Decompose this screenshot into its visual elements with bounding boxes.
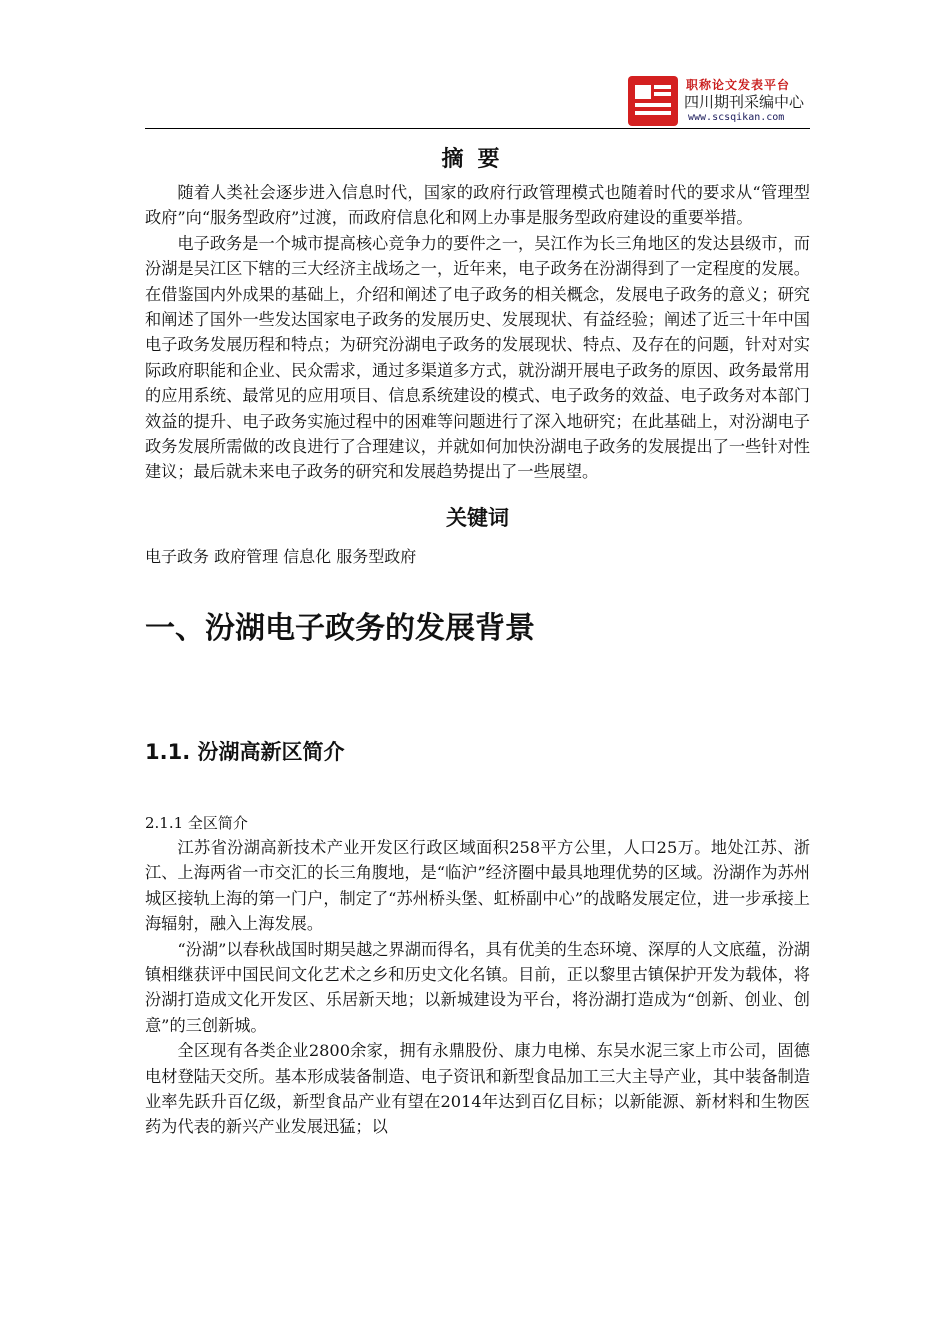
abstract-paragraph-1: 随着人类社会逐步进入信息时代，国家的政府行政管理模式也随着时代的要求从“管理型政府”向“服务型政府”过渡，而政府信息化和网上办事是服务型政府建设的重要举措。	[145, 183, 810, 228]
publisher-logo	[628, 76, 818, 126]
newspaper-icon	[628, 76, 678, 126]
header-divider	[145, 128, 810, 129]
keywords-title: 关键词	[446, 505, 509, 530]
abstract-title: 摘要	[441, 147, 514, 172]
keywords-list: 电子政务 政府管理 信息化 服务型政府	[145, 546, 417, 566]
subsection-heading: 2.1.1 全区简介	[145, 813, 248, 832]
logo-name: 四川期刊采编中心	[684, 93, 805, 111]
logo-tagline: 职称论文发表平台	[686, 78, 791, 92]
chapter-heading: 一、汾湖电子政务的发展背景	[145, 610, 535, 646]
body-paragraph-3: 全区现有各类企业2800余家，拥有永鼎股份、康力电梯、东吴水泥三家上市公司，固德电材登陆天交所。基本形成装备制造、电子资讯和新型食品加工三大主导产业，其中装备制造业率先跃升百亿级，新型食品产业有望在2014年达到百亿目标；以新能源、新材料和生物医药为代表的新兴产业发展迅猛；以	[145, 1041, 810, 1137]
logo-url: www.scsqikan.com	[688, 112, 785, 123]
document-body	[145, 140, 810, 1140]
section-heading: 1.1. 汾湖高新区简介	[145, 739, 345, 764]
body-paragraph-2: “汾湖”以春秋战国时期吴越之界湖而得名，具有优美的生态环境、深厚的人文底蕴，汾湖镇相继获评中国民间文化艺术之乡和历史文化名镇。目前，正以黎里古镇保护开发为载体，将汾湖打造成文化开发区、乐居新天地；以新城建设为平台，将汾湖打造成为“创新、创业、创意”的三创新城。	[145, 939, 810, 1035]
abstract-paragraph-2: 电子政务是一个城市提高核心竞争力的要件之一，吴江作为长三角地区的发达县级市，而汾湖是吴江区下辖的三大经济主战场之一，近年来，电子政务在汾湖得到了一定程度的发展。在借鉴国内外成果的基础上，介绍和阐述了电子政务的相关概念，发展电子政务的意义；研究和阐述了国外一些发达国家电子政务的发展历史、发展现状、有益经验；阐述了近三十年中国电子政务发展历程和特点；为研究汾湖电子政务的发展现状、特点、及存在的问题，针对对实际政府职能和企业、民众需求，通过多渠道多方式，就汾湖开展电子政务的原因、政务最常用的应用系统、最常见的应用项目、信息系统建设的模式、电子政务的效益、电子政务对本部门效益的提升、电子政务实施过程中的困难等问题进行了深入地研究；在此基础上，对汾湖电子政务发展所需做的改良进行了合理建议，并就如何加快汾湖电子政务的发展提出了一些针对性建议；最后就未来电子政务的研究和发展趋势提出了一些展望。	[145, 233, 810, 482]
body-paragraph-1: 江苏省汾湖高新技术产业开发区行政区域面积258平方公里，人口25万。地处江苏、浙江、上海两省一市交汇的长三角腹地，是“临沪”经济圈中最具地理优势的区域。汾湖作为苏州城区接轨上海的第一门户，制定了“苏州桥头堡、虹桥副中心”的战略发展定位，进一步承接上海辐射，融入上海发展。	[145, 837, 810, 934]
